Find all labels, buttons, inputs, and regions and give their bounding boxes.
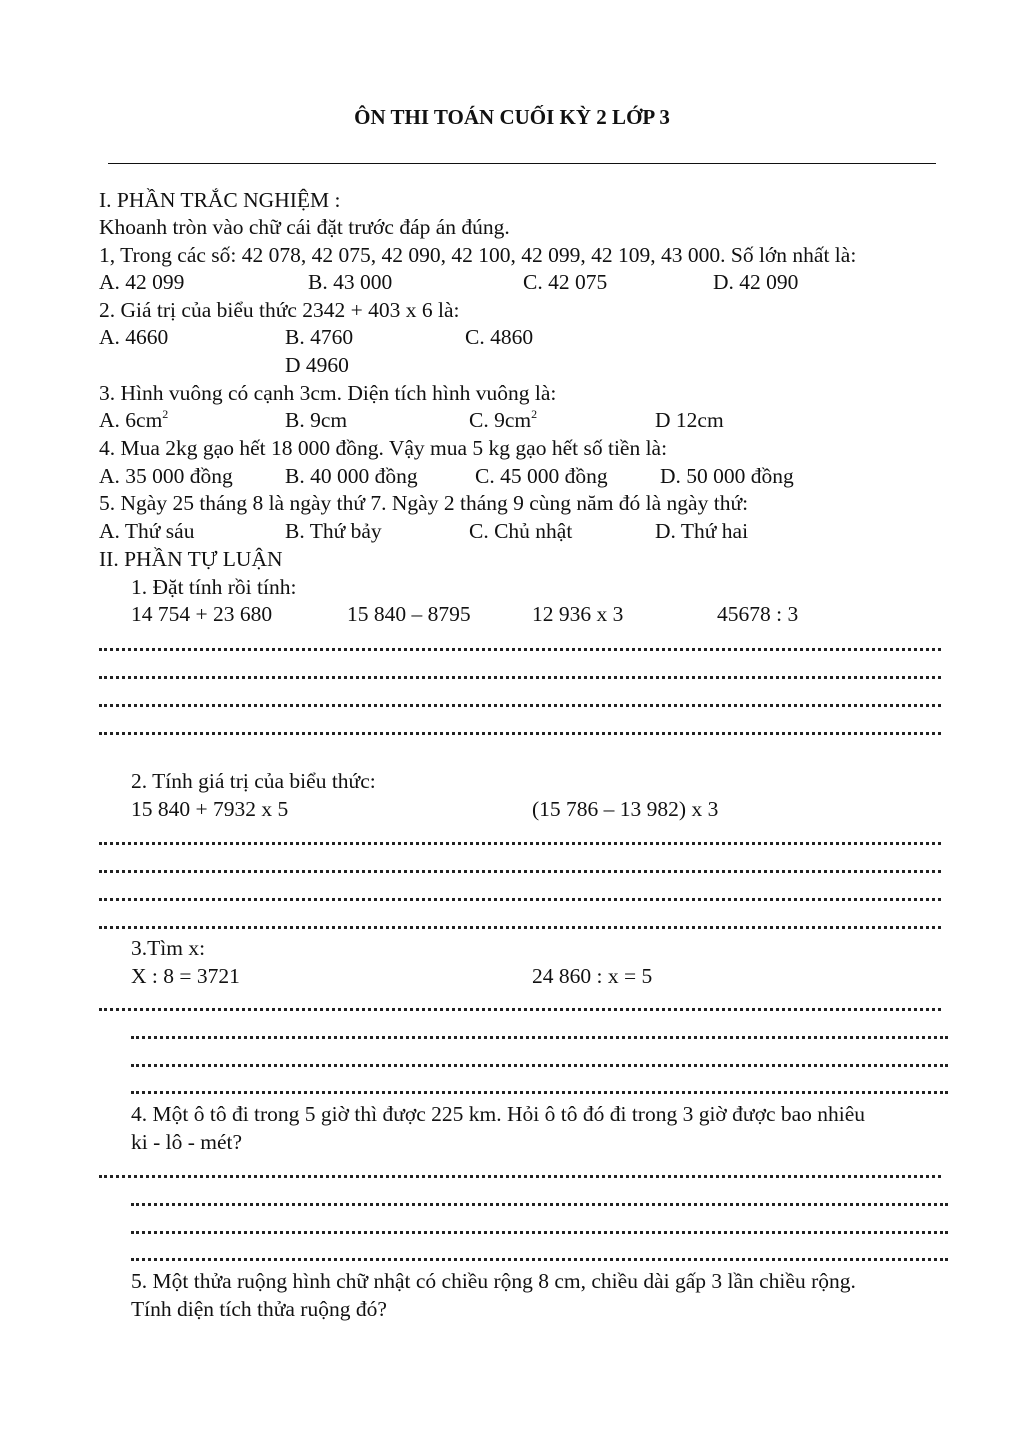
exercise-1-item: 15 840 – 8795 <box>347 602 471 626</box>
superscript: 2 <box>531 407 538 421</box>
answer-line[interactable] <box>99 842 941 845</box>
q4-option-b[interactable]: B. 40 000 đồng <box>285 464 418 488</box>
exercise-4-line2: ki - lô - mét? <box>131 1130 243 1154</box>
q2-option-b[interactable]: B. 4760 <box>285 325 354 349</box>
q4-option-d[interactable]: D. 50 000 đồng <box>660 464 794 488</box>
q4-option-a[interactable]: A. 35 000 đồng <box>99 464 233 488</box>
q4-option-c[interactable]: C. 45 000 đồng <box>475 464 608 488</box>
answer-line[interactable] <box>99 676 941 679</box>
exercise-3-item: X : 8 = 3721 <box>131 964 240 988</box>
answer-line[interactable] <box>131 1203 948 1206</box>
answer-line[interactable] <box>131 1064 948 1067</box>
page-title: ÔN THI TOÁN CUỐI KỲ 2 LỚP 3 <box>354 105 670 129</box>
exercise-2-label: 2. Tính giá trị của biểu thức: <box>131 769 376 793</box>
exercise-5-line2: Tính diện tích thửa ruộng đó? <box>131 1297 387 1321</box>
exercise-2-item: (15 786 – 13 982) x 3 <box>532 797 719 821</box>
q1-option-b[interactable]: B. 43 000 <box>308 270 393 294</box>
title-divider <box>108 163 936 164</box>
exercise-5-line1: 5. Một thửa ruộng hình chữ nhật có chiều rộng 8 cm, chiều dài gấp 3 lần chiều rộng. <box>131 1269 856 1293</box>
answer-line[interactable] <box>99 1175 941 1178</box>
question-5: 5. Ngày 25 tháng 8 là ngày thứ 7. Ngày 2 tháng 9 cùng năm đó là ngày thứ: <box>99 491 749 515</box>
question-2: 2. Giá trị của biểu thức 2342 + 403 x 6 là: <box>99 298 460 322</box>
exercise-4-line1: 4. Một ô tô đi trong 5 giờ thì được 225 km. Hỏi ô tô đó đi trong 3 giờ được bao nhiêu <box>131 1102 866 1126</box>
part2-heading: II. PHẦN TỰ LUẬN <box>99 547 283 571</box>
answer-line[interactable] <box>131 1258 948 1261</box>
q1-option-d[interactable]: D. 42 090 <box>713 270 799 294</box>
q3-option-a[interactable]: A. $6cm^2$ <box>99 407 169 432</box>
part1-instruction: Khoanh tròn vào chữ cái đặt trước đáp án đúng. <box>99 215 510 239</box>
q3-option-b[interactable]: B. 9cm <box>285 408 348 432</box>
q2-option-d[interactable]: D 4960 <box>285 353 349 377</box>
answer-line[interactable] <box>99 648 941 651</box>
answer-line[interactable] <box>99 732 941 735</box>
q2-option-a[interactable]: A. 4660 <box>99 325 169 349</box>
q5-option-c[interactable]: C. Chủ nhật <box>469 519 573 543</box>
part1-heading: I. PHẦN TRẮC NGHIỆM : <box>99 188 341 212</box>
q1-option-a[interactable]: A. 42 099 <box>99 270 185 294</box>
exercise-1-item: 12 936 x 3 <box>532 602 624 626</box>
question-1: 1, Trong các số: 42 078, 42 075, 42 090, 42 100, 42 099, 42 109, 43 000. Số lớn nhất là: <box>99 243 857 267</box>
exercise-3-item: 24 860 : x = 5 <box>532 964 653 988</box>
answer-line[interactable] <box>99 926 941 929</box>
answer-line[interactable] <box>131 1091 948 1094</box>
q2-option-c[interactable]: C. 4860 <box>465 325 534 349</box>
answer-line[interactable] <box>99 704 941 707</box>
question-3: 3. Hình vuông có cạnh 3cm. Diện tích hình vuông là: <box>99 381 557 405</box>
question-4: 4. Mua 2kg gạo hết 18 000 đồng. Vậy mua 5 kg gạo hết số tiền là: <box>99 436 668 460</box>
q1-option-c[interactable]: C. 42 075 <box>523 270 608 294</box>
answer-line[interactable] <box>99 1008 941 1011</box>
exercise-2-item: 15 840 + 7932 x 5 <box>131 797 289 821</box>
q5-option-d[interactable]: D. Thứ hai <box>655 519 749 543</box>
q5-option-b[interactable]: B. Thứ bảy <box>285 519 382 543</box>
exercise-1-label: 1. Đặt tính rồi tính: <box>131 575 297 599</box>
q3-option-d[interactable]: D 12cm <box>655 408 724 432</box>
answer-line[interactable] <box>99 898 941 901</box>
answer-line[interactable] <box>99 870 941 873</box>
exercise-3-label: 3.Tìm x: <box>131 936 206 960</box>
q5-option-a[interactable]: A. Thứ sáu <box>99 519 195 543</box>
q3-option-c[interactable]: C. $9cm^2$ <box>469 407 538 432</box>
answer-line[interactable] <box>131 1231 948 1234</box>
exercise-1-item: 14 754 + 23 680 <box>131 602 273 626</box>
answer-line[interactable] <box>131 1036 948 1039</box>
exercise-1-item: 45678 : 3 <box>717 602 799 626</box>
superscript: 2 <box>162 407 169 421</box>
